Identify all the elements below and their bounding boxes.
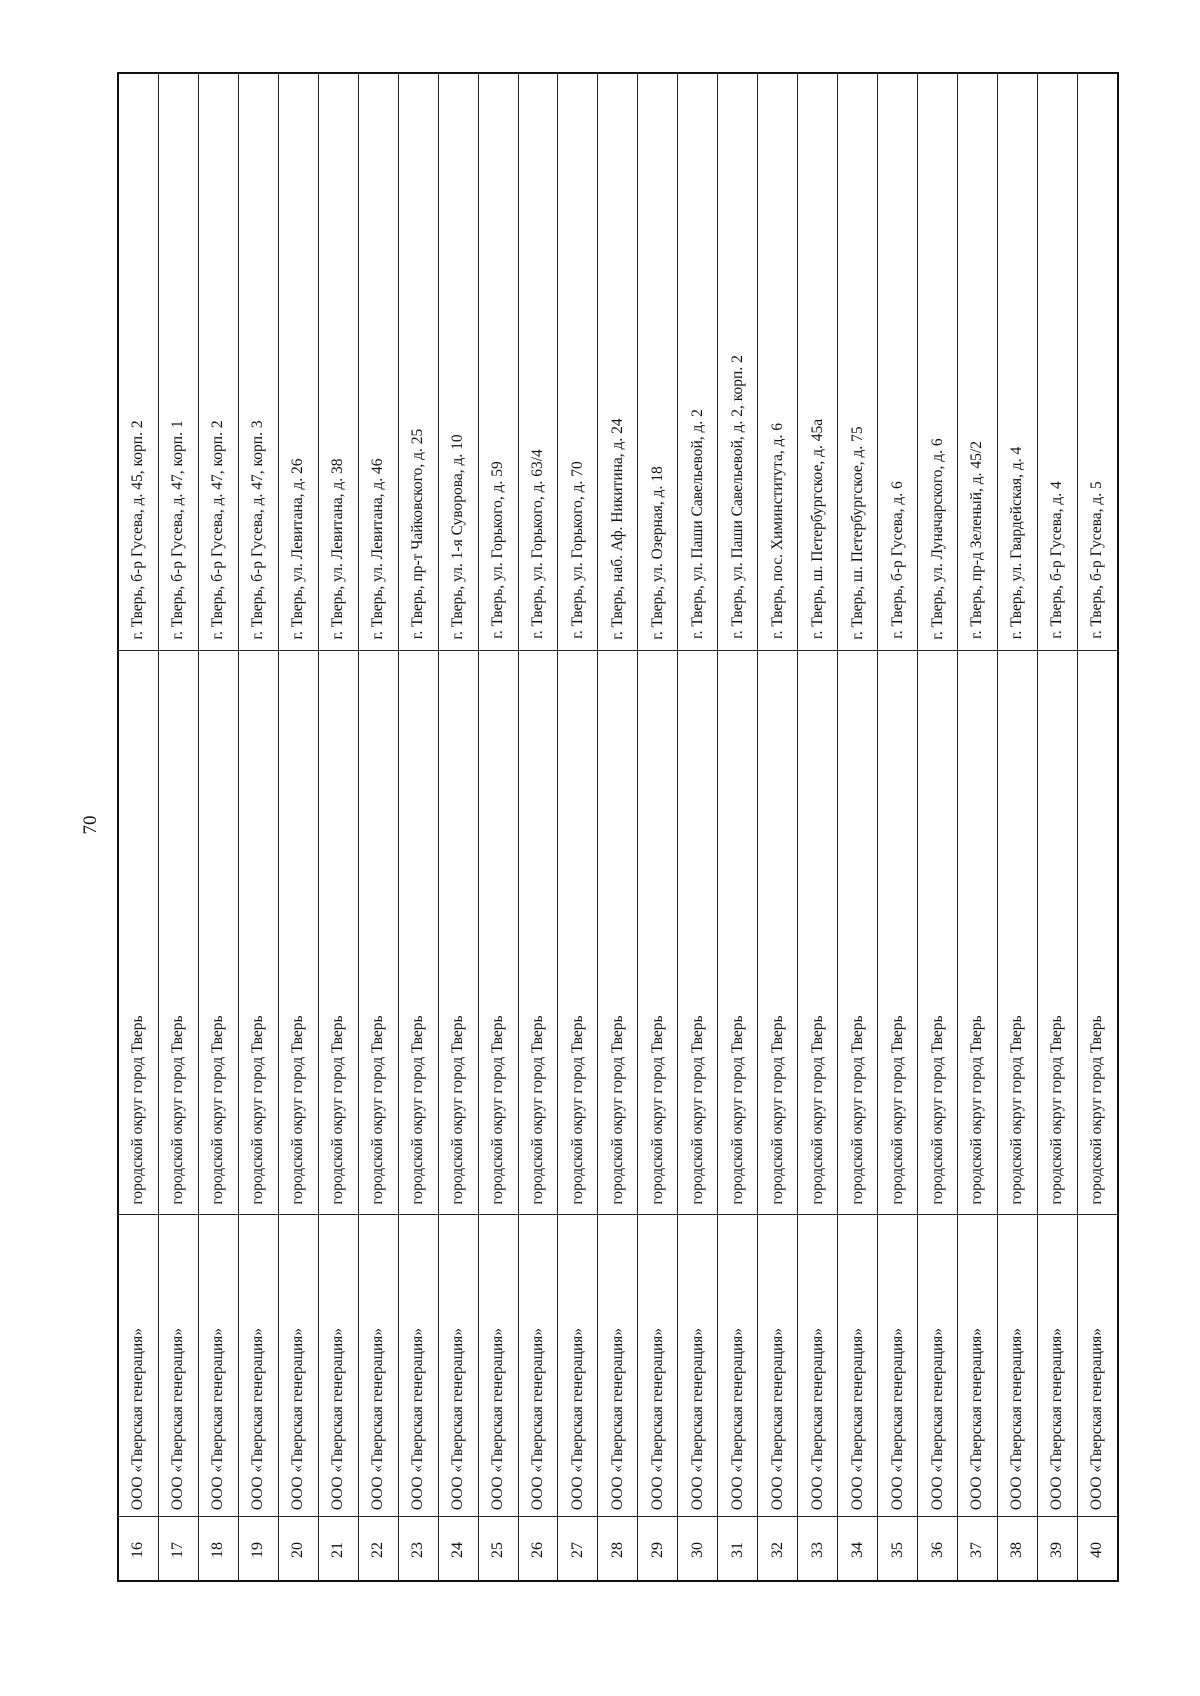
cell-divider <box>1038 650 1077 651</box>
cell-divider <box>798 650 837 651</box>
address-cell: г. Тверь, ул. Паши Савельевой, д. 2, корп. 2 <box>728 355 746 639</box>
cell-divider <box>878 650 917 651</box>
cell-divider <box>199 1516 238 1517</box>
organization-cell: ООО «Тверская генерация» <box>129 1327 147 1511</box>
cell-divider <box>279 1516 318 1517</box>
cell-divider <box>1038 1516 1077 1517</box>
cell-divider <box>519 1214 558 1215</box>
municipality-cell: городской округ город Тверь <box>409 1014 427 1205</box>
organization-cell: ООО «Тверская генерация» <box>608 1327 626 1511</box>
table-row <box>918 74 958 1580</box>
row-number-cell: 25 <box>489 1542 507 1558</box>
cell-divider <box>558 1214 597 1215</box>
cell-divider <box>439 1214 478 1215</box>
address-cell: г. Тверь, б-р Гусева, д. 47, корп. 1 <box>169 419 187 640</box>
cell-divider <box>558 1516 597 1517</box>
address-cell: г. Тверь, ул. Левитана, д. 26 <box>289 457 307 640</box>
address-cell: г. Тверь, ш. Петербургское, д. 75 <box>848 425 866 640</box>
cell-divider <box>958 650 997 651</box>
organization-cell: ООО «Тверская генерация» <box>529 1327 546 1511</box>
cell-divider <box>838 1516 877 1517</box>
cell-divider <box>918 650 957 651</box>
cell-divider <box>359 650 398 651</box>
cell-divider <box>798 1214 837 1215</box>
address-cell: г. Тверь, ул. Озерная, д. 18 <box>648 465 666 640</box>
municipality-cell: городской округ город Тверь <box>768 1014 786 1205</box>
cell-divider <box>838 1214 877 1215</box>
organization-cell: ООО «Тверская генерация» <box>329 1327 347 1511</box>
cell-divider <box>798 1516 837 1517</box>
cell-divider <box>319 1516 358 1517</box>
address-cell: г. Тверь, ул. Левитана, д. 38 <box>329 457 347 640</box>
cell-divider <box>279 1214 318 1215</box>
cell-divider <box>558 650 597 651</box>
organization-cell: ООО «Тверская генерация» <box>848 1327 866 1511</box>
address-cell: г. Тверь, ул. 1-я Суворова, д. 10 <box>449 433 467 640</box>
municipality-cell: городской округ город Тверь <box>568 1014 586 1205</box>
organization-cell: ООО «Тверская генерация» <box>1048 1327 1066 1511</box>
cell-divider <box>119 650 158 651</box>
municipality-cell: городской округ город Тверь <box>249 1014 267 1205</box>
organization-cell: ООО «Тверская генерация» <box>688 1327 706 1511</box>
municipality-cell: городской округ город Тверь <box>1088 1014 1106 1205</box>
cell-divider <box>519 650 558 651</box>
address-cell: г. Тверь, ул. Паши Савельевой, д. 2 <box>688 409 706 639</box>
row-number-cell: 24 <box>449 1542 467 1558</box>
cell-divider <box>159 650 198 651</box>
row-number-cell: 36 <box>928 1542 946 1558</box>
cell-divider <box>918 1516 957 1517</box>
table-row <box>558 74 598 1580</box>
row-number-cell: 20 <box>289 1542 307 1558</box>
municipality-cell: городской округ город Тверь <box>129 1014 147 1205</box>
cell-divider <box>598 1214 637 1215</box>
municipality-cell: городской округ город Тверь <box>369 1014 387 1205</box>
address-cell: г. Тверь, ул. Луначарского, д. 6 <box>928 437 946 640</box>
table-row <box>1078 74 1117 1580</box>
organization-cell: ООО «Тверская генерация» <box>888 1327 906 1511</box>
address-cell: г. Тверь, ш. Петербургское, д. 45а <box>808 418 826 640</box>
row-number-cell: 26 <box>529 1542 546 1558</box>
table-row <box>598 74 638 1580</box>
cell-divider <box>1078 1516 1117 1517</box>
address-cell: г. Тверь, пр-д Зеленый, д. 45/2 <box>968 441 986 639</box>
municipality-cell: городской округ город Тверь <box>608 1014 626 1205</box>
cell-divider <box>359 1516 398 1517</box>
municipality-cell: городской округ город Тверь <box>289 1014 307 1205</box>
cell-divider <box>638 650 677 651</box>
cell-divider <box>319 650 358 651</box>
municipality-cell: городской округ город Тверь <box>848 1014 866 1205</box>
table-row <box>638 74 678 1580</box>
cell-divider <box>998 1516 1037 1517</box>
cell-divider <box>1038 1214 1077 1215</box>
cell-divider <box>638 1214 677 1215</box>
cell-divider <box>479 1516 518 1517</box>
cell-divider <box>998 1214 1037 1215</box>
cell-divider <box>758 1214 797 1215</box>
municipality-cell: городской округ город Тверь <box>529 1014 546 1205</box>
table-row <box>119 74 159 1580</box>
cell-divider <box>319 1214 358 1215</box>
table-row <box>758 74 798 1580</box>
table-row <box>998 74 1038 1580</box>
cell-divider <box>439 1516 478 1517</box>
table-row <box>479 74 519 1580</box>
organization-cell: ООО «Тверская генерация» <box>209 1327 227 1511</box>
row-number-cell: 40 <box>1088 1542 1106 1558</box>
row-number-cell: 31 <box>728 1542 746 1558</box>
cell-divider <box>678 1214 717 1215</box>
cell-divider <box>399 650 438 651</box>
cell-divider <box>718 1214 757 1215</box>
organization-cell: ООО «Тверская генерация» <box>648 1327 666 1511</box>
cell-divider <box>159 1214 198 1215</box>
address-cell: г. Тверь, ул. Гвардейская, д. 4 <box>1008 446 1026 639</box>
row-number-cell: 18 <box>209 1542 227 1558</box>
organization-cell: ООО «Тверская генерация» <box>808 1327 826 1511</box>
table-row <box>439 74 479 1580</box>
cell-divider <box>399 1214 438 1215</box>
table-row <box>519 74 559 1580</box>
table-row <box>838 74 878 1580</box>
address-cell: г. Тверь, пос. Химинститута, д. 6 <box>768 423 786 639</box>
table-row <box>279 74 319 1580</box>
municipality-cell: городской округ город Тверь <box>648 1014 666 1205</box>
cell-divider <box>678 650 717 651</box>
cell-divider <box>598 650 637 651</box>
cell-divider <box>479 650 518 651</box>
address-cell: г. Тверь, ул. Левитана, д. 46 <box>369 457 387 640</box>
table-row <box>399 74 439 1580</box>
table-row <box>798 74 838 1580</box>
municipality-cell: городской округ город Тверь <box>728 1014 746 1205</box>
row-number-cell: 19 <box>249 1542 267 1558</box>
row-number-cell: 23 <box>409 1542 427 1558</box>
municipality-cell: городской округ город Тверь <box>489 1014 507 1205</box>
address-cell: г. Тверь, пр-т Чайковского, д. 25 <box>409 428 427 639</box>
cell-divider <box>239 650 278 651</box>
cell-divider <box>199 650 238 651</box>
row-number-cell: 32 <box>768 1542 786 1558</box>
cell-divider <box>239 1516 278 1517</box>
row-number-cell: 33 <box>808 1542 826 1558</box>
organization-cell: ООО «Тверская генерация» <box>289 1327 307 1511</box>
cell-divider <box>199 1214 238 1215</box>
cell-divider <box>239 1214 278 1215</box>
municipality-cell: городской округ город Тверь <box>1048 1014 1066 1205</box>
cell-divider <box>718 1516 757 1517</box>
organization-cell: ООО «Тверская генерация» <box>169 1327 187 1511</box>
organization-cell: ООО «Тверская генерация» <box>1008 1327 1026 1511</box>
table-row <box>718 74 758 1580</box>
cell-divider <box>638 1516 677 1517</box>
address-cell: г. Тверь, ул. Горького, д. 70 <box>568 461 586 639</box>
address-cell: г. Тверь, б-р Гусева, д. 45, корп. 2 <box>129 419 147 640</box>
municipality-cell: городской округ город Тверь <box>1008 1014 1026 1205</box>
cell-divider <box>399 1516 438 1517</box>
table-row <box>239 74 279 1580</box>
row-number-cell: 16 <box>129 1542 147 1558</box>
table-row <box>1038 74 1078 1580</box>
municipality-cell: городской округ город Тверь <box>449 1014 467 1205</box>
table-row <box>159 74 199 1580</box>
cell-divider <box>998 650 1037 651</box>
organization-cell: ООО «Тверская генерация» <box>768 1327 786 1511</box>
organization-cell: ООО «Тверская генерация» <box>409 1327 427 1511</box>
table-row <box>678 74 718 1580</box>
address-cell: г. Тверь, б-р Гусева, д. 47, корп. 2 <box>209 419 227 640</box>
cell-divider <box>519 1516 558 1517</box>
municipality-cell: городской округ город Тверь <box>688 1014 706 1205</box>
cell-divider <box>1078 1214 1117 1215</box>
municipality-cell: городской округ город Тверь <box>928 1014 946 1205</box>
row-number-cell: 35 <box>888 1542 906 1558</box>
row-number-cell: 21 <box>329 1542 347 1558</box>
cell-divider <box>279 650 318 651</box>
cell-divider <box>758 650 797 651</box>
cell-divider <box>958 1516 997 1517</box>
cell-divider <box>359 1214 398 1215</box>
cell-divider <box>678 1516 717 1517</box>
cell-divider <box>878 1214 917 1215</box>
cell-divider <box>1078 650 1117 651</box>
municipality-cell: городской округ город Тверь <box>968 1014 986 1205</box>
data-table <box>117 72 1119 1582</box>
cell-divider <box>878 1516 917 1517</box>
table-row <box>878 74 918 1580</box>
cell-divider <box>479 1214 518 1215</box>
address-cell: г. Тверь, ул. Горького, д. 63/4 <box>529 449 546 639</box>
cell-divider <box>598 1516 637 1517</box>
cell-divider <box>119 1214 158 1215</box>
municipality-cell: городской округ город Тверь <box>169 1014 187 1205</box>
organization-cell: ООО «Тверская генерация» <box>369 1327 387 1511</box>
address-cell: г. Тверь, б-р Гусева, д. 6 <box>888 481 906 639</box>
organization-cell: ООО «Тверская генерация» <box>489 1327 507 1511</box>
row-number-cell: 34 <box>848 1542 866 1558</box>
address-cell: г. Тверь, б-р Гусева, д. 4 <box>1048 481 1066 639</box>
address-cell: г. Тверь, наб. Аф. Никитина, д. 24 <box>608 417 626 640</box>
row-number-cell: 30 <box>688 1542 706 1558</box>
cell-divider <box>119 1516 158 1517</box>
organization-cell: ООО «Тверская генерация» <box>1088 1327 1106 1511</box>
cell-divider <box>159 1516 198 1517</box>
organization-cell: ООО «Тверская генерация» <box>568 1327 586 1511</box>
cell-divider <box>958 1214 997 1215</box>
cell-divider <box>838 650 877 651</box>
organization-cell: ООО «Тверская генерация» <box>449 1327 467 1511</box>
cell-divider <box>758 1516 797 1517</box>
table-row <box>359 74 399 1580</box>
organization-cell: ООО «Тверская генерация» <box>728 1327 746 1511</box>
municipality-cell: городской округ город Тверь <box>329 1014 347 1205</box>
municipality-cell: городской округ город Тверь <box>808 1014 826 1205</box>
organization-cell: ООО «Тверская генерация» <box>968 1327 986 1511</box>
cell-divider <box>718 650 757 651</box>
address-cell: г. Тверь, ул. Горького, д. 59 <box>489 461 507 639</box>
row-number-cell: 17 <box>169 1542 187 1558</box>
row-number-cell: 28 <box>608 1542 626 1558</box>
cell-divider <box>439 650 478 651</box>
cell-divider <box>918 1214 957 1215</box>
table-row <box>319 74 359 1580</box>
table-row <box>199 74 239 1580</box>
row-number-cell: 38 <box>1008 1542 1026 1558</box>
address-cell: г. Тверь, б-р Гусева, д. 47, корп. 3 <box>249 419 267 640</box>
organization-cell: ООО «Тверская генерация» <box>928 1327 946 1511</box>
row-number-cell: 39 <box>1048 1542 1066 1558</box>
page-number: 70 <box>80 815 101 835</box>
municipality-cell: городской округ город Тверь <box>209 1014 227 1205</box>
row-number-cell: 27 <box>568 1542 586 1558</box>
municipality-cell: городской округ город Тверь <box>888 1014 906 1205</box>
address-cell: г. Тверь, б-р Гусева, д. 5 <box>1088 481 1106 639</box>
organization-cell: ООО «Тверская генерация» <box>249 1327 267 1511</box>
row-number-cell: 22 <box>369 1542 387 1558</box>
row-number-cell: 29 <box>648 1542 666 1558</box>
table-row <box>958 74 998 1580</box>
row-number-cell: 37 <box>968 1542 986 1558</box>
